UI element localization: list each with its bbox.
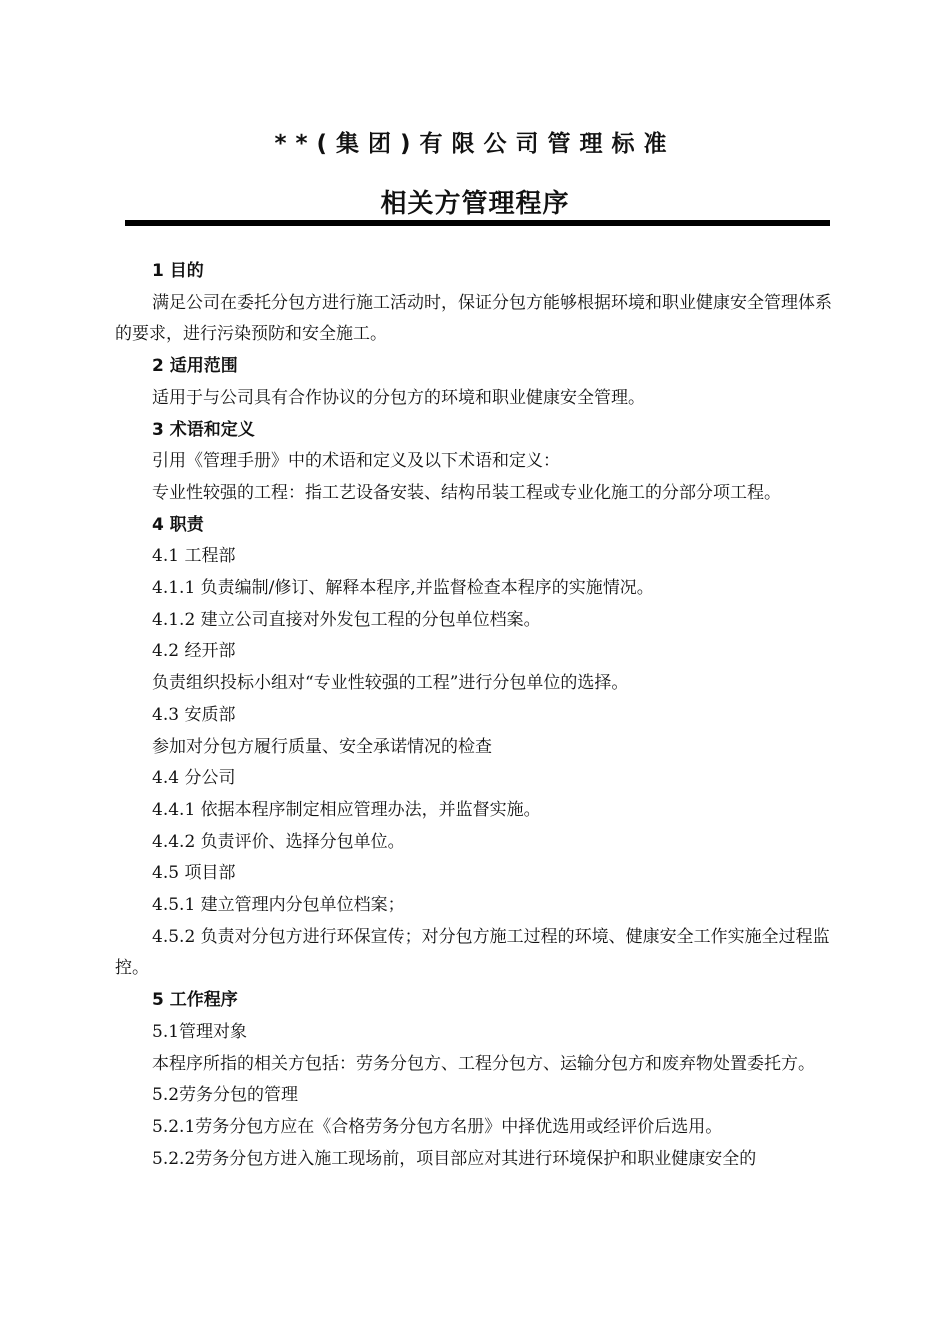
- paragraph: 专业性较强的工程：指工艺设备安装、结构吊装工程或专业化施工的分部分项工程。: [152, 482, 781, 503]
- paragraph: 负责组织投标小组对“专业性较强的工程”进行分包单位的选择。: [152, 673, 629, 694]
- paragraph: 5.2.1劳务分包方应在《合格劳务分包方名册》中择优选用或经评价后选用。: [152, 1116, 723, 1137]
- subsection-heading: 4.1 工程部: [152, 546, 236, 567]
- paragraph: 4.1.1 负责编制/修订、解释本程序,并监督检查本程序的实施情况。: [152, 578, 654, 599]
- section-heading: 2 适用范围: [152, 356, 238, 377]
- paragraph: 5.2.2劳务分包方进入施工现场前，项目部应对其进行环境保护和职业健康安全的: [152, 1148, 757, 1169]
- paragraph: 适用于与公司具有合作协议的分包方的环境和职业健康安全管理。: [152, 387, 645, 408]
- paragraph: 参加对分包方履行质量、安全承诺情况的检查: [152, 736, 492, 757]
- paragraph: 引用《管理手册》中的术语和定义及以下术语和定义：: [152, 451, 560, 472]
- paragraph: 4.1.2 建立公司直接对外发包工程的分包单位档案。: [152, 609, 541, 630]
- document-title: 相关方管理程序: [380, 189, 570, 219]
- paragraph: 本程序所指的相关方包括：劳务分包方、工程分包方、运输分包方和废弃物处置委托方。: [152, 1053, 815, 1074]
- subsection-heading: 4.5 项目部: [152, 863, 236, 884]
- subsection-heading: 4.4 分公司: [152, 768, 236, 789]
- section-heading: 1 目的: [152, 261, 204, 281]
- paragraph: 4.4.1 依据本程序制定相应管理办法，并监督实施。: [152, 799, 541, 820]
- paragraph: 4.4.2 负责评价、选择分包单位。: [152, 831, 405, 852]
- section-heading: 5 工作程序: [152, 990, 238, 1011]
- subsection-heading: 5.2劳务分包的管理: [152, 1085, 299, 1106]
- section-heading: 3 术语和定义: [152, 419, 255, 440]
- paragraph: 4.5.2 负责对分包方进行环保宣传；对分包方施工过程的环境、健康安全工作实施全过程监控。: [115, 926, 830, 979]
- section-heading: 4 职责: [152, 514, 204, 535]
- title-divider: [125, 220, 830, 226]
- subsection-heading: 4.3 安质部: [152, 704, 236, 725]
- paragraph: 满足公司在委托分包方进行施工活动时，保证分包方能够根据环境和职业健康安全管理体系的要求，进行污染预防和安全施工。: [115, 292, 832, 345]
- subsection-heading: 5.1管理对象: [152, 1021, 248, 1042]
- document-body: [115, 256, 845, 1175]
- organization-title: **(集团)有限公司管理标准: [274, 131, 676, 157]
- subsection-heading: 4.2 经开部: [152, 641, 236, 662]
- paragraph: 4.5.1 建立管理内分包单位档案；: [152, 895, 405, 916]
